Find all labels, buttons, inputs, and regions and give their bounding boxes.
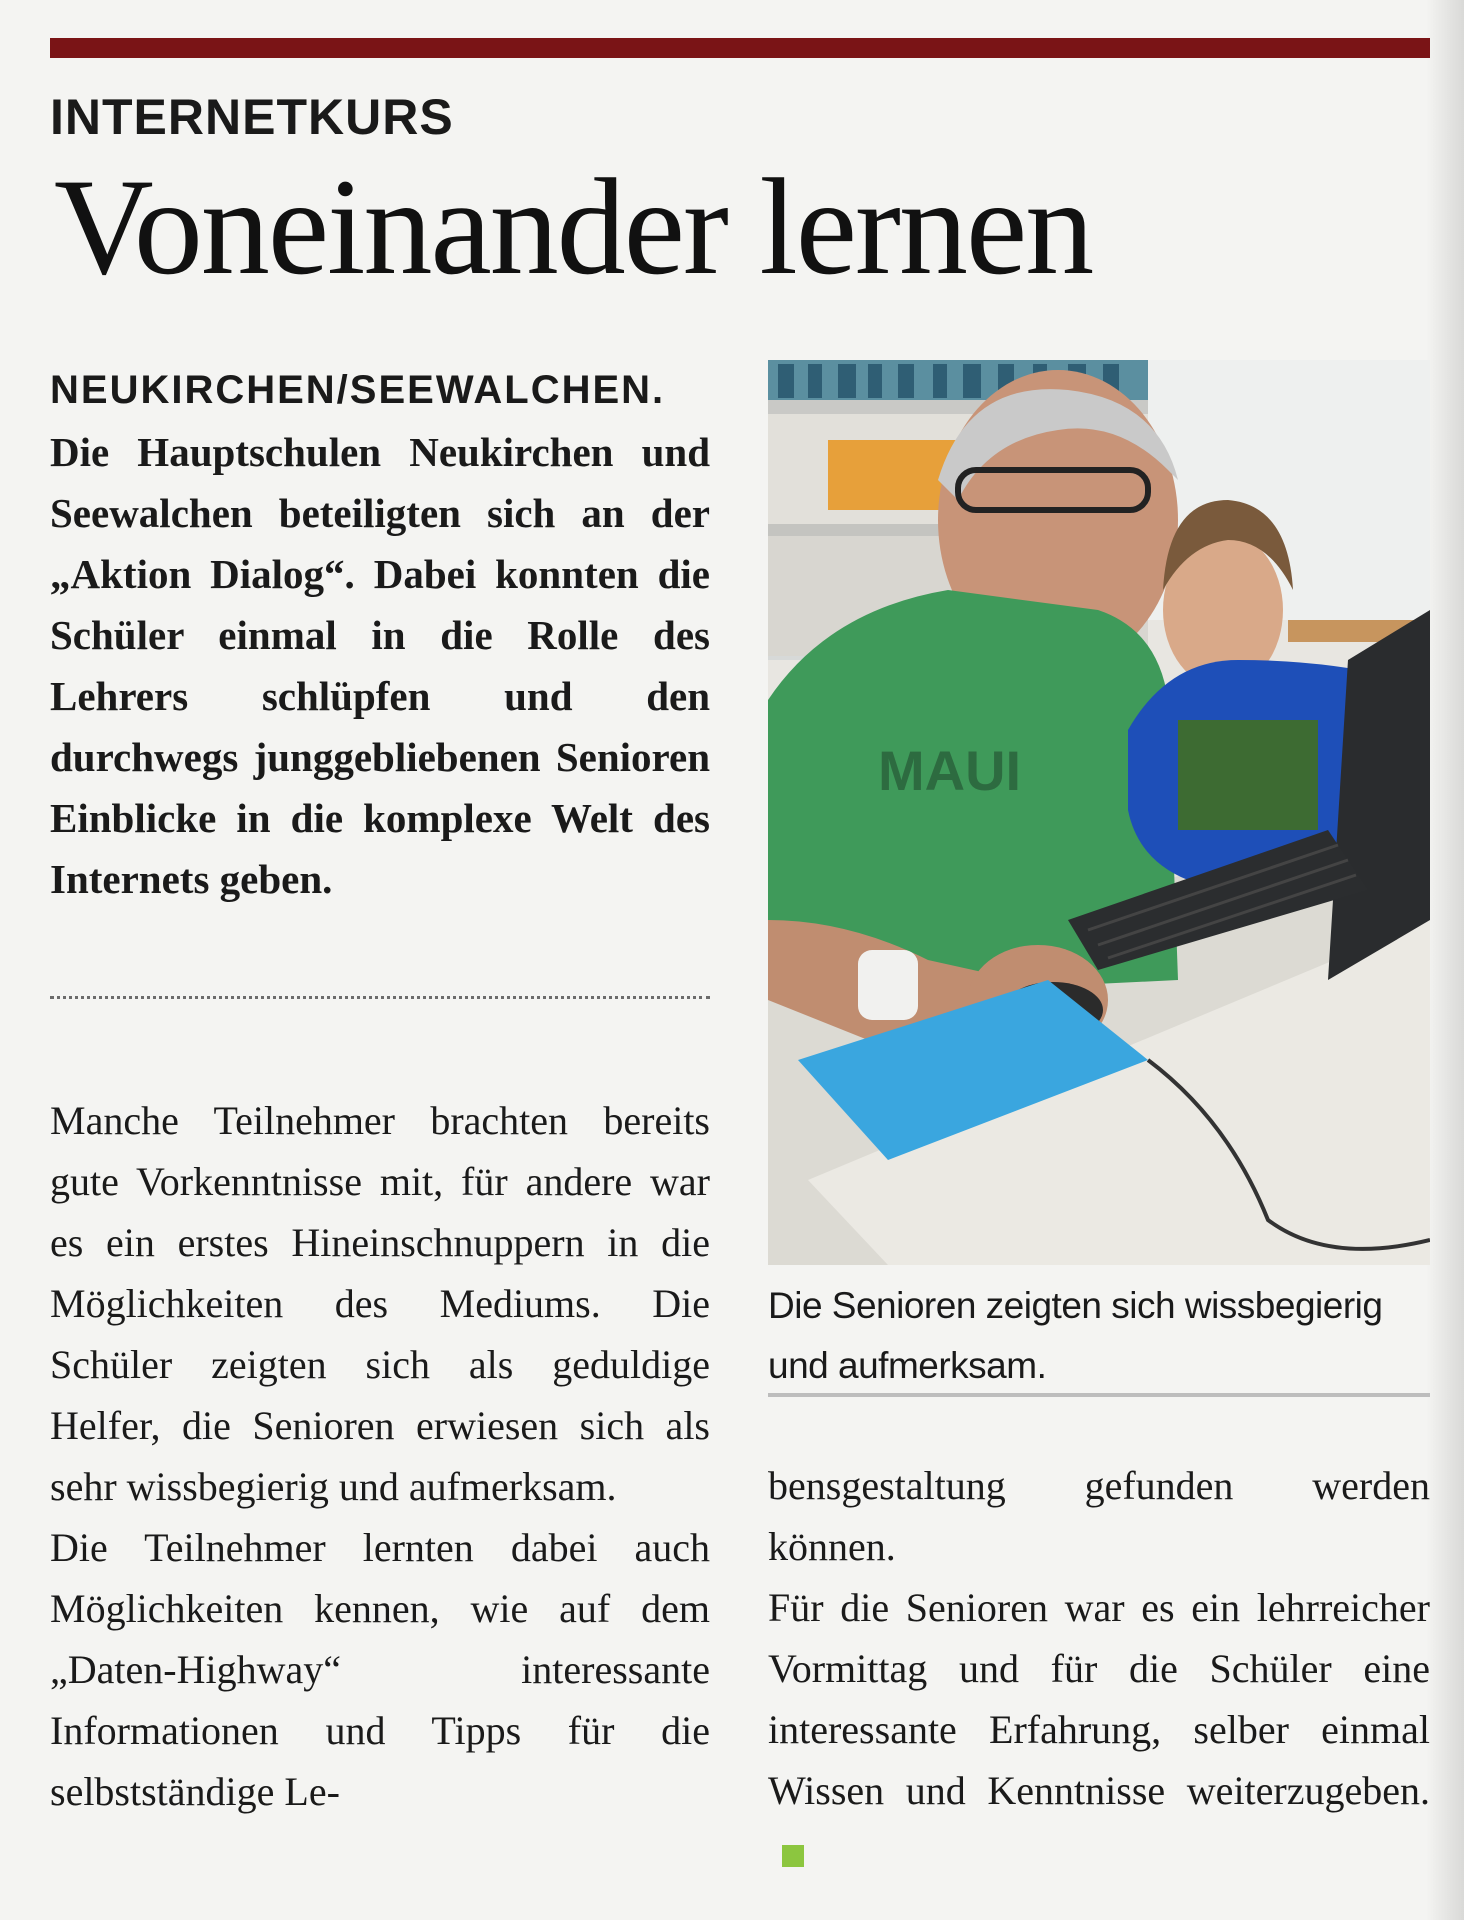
closing-text: Für die Senioren war es ein lehrreicher Vormittag und für die Schüler eine interessante Erfahrung, selber einmal Wissen und Kenntnisse weiterzugeben. <box>768 1585 1430 1813</box>
lead-text: Die Hauptschulen Neukirchen und Seewalchen beteiligten sich an der „Aktion Dialog“. Dabei konnten die Schüler einmal in die Rolle des Lehrers schlüpfen und den durchwegs junggebliebenen Senioren Einblicke in die komplexe Welt des Internets geben. <box>50 429 710 902</box>
dateline: NEUKIRCHEN/SEEWALCHEN. <box>50 368 666 412</box>
lead-paragraph <box>50 358 710 910</box>
photo-caption: Die Senioren zeigten sich wissbegierig und aufmerksam. <box>768 1285 1383 1386</box>
svg-text:MAUI: MAUI <box>878 739 1022 802</box>
photo-illustration <box>768 360 1430 1265</box>
page-edge-shadow <box>1426 0 1464 1920</box>
body-paragraph: Manche Teilnehmer brachten bereits gute Vorkenntnisse mit, für andere war es ein erstes Hineinschnuppern in die Möglichkeiten des Mediums. Die Schüler zeigten sich als geduldige Helfer, die Senioren erwiesen sich als sehr wissbegierig und aufmerksam. <box>50 1098 710 1509</box>
headline: Voneinander lernen <box>54 150 1093 303</box>
caption-rule <box>768 1393 1430 1397</box>
body-column-left <box>50 1090 710 1822</box>
top-rule <box>50 38 1430 58</box>
body-paragraph: bensgestaltung gefunden werden können. <box>768 1463 1430 1569</box>
end-of-article-mark <box>782 1845 804 1867</box>
body-paragraph <box>768 1577 1430 1882</box>
body-paragraph: Die Teilnehmer lernten dabei auch Möglichkeiten kennen, wie auf dem „Daten-Highway“ interessante Informationen und Tipps für die selbstständige Le- <box>50 1525 710 1814</box>
article-photo <box>768 360 1430 1265</box>
dotted-divider <box>50 996 710 999</box>
body-column-right <box>768 1455 1430 1882</box>
kicker: INTERNETKURS <box>50 89 454 145</box>
